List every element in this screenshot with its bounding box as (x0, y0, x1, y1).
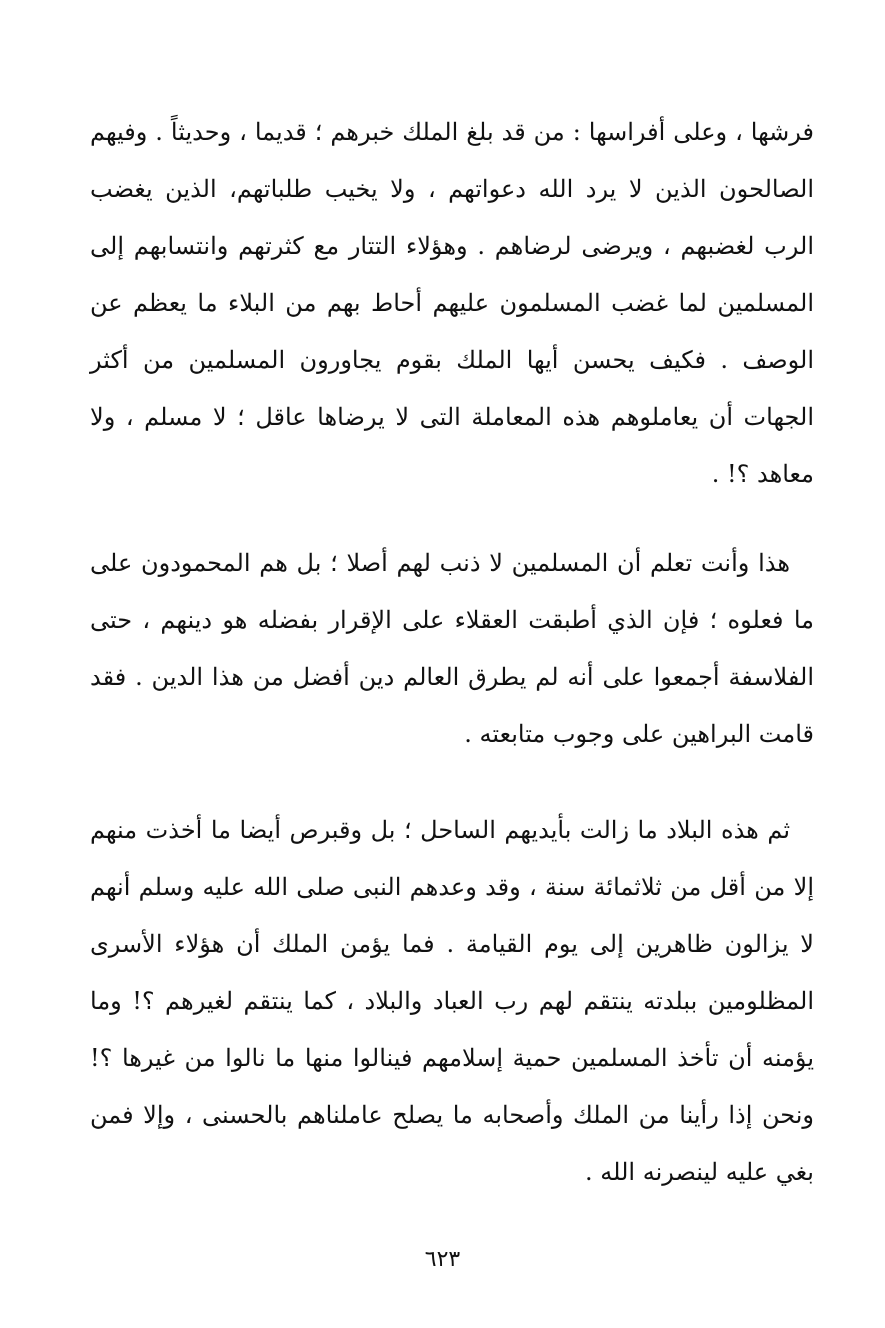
page-number: ٦٢٣ (424, 1247, 461, 1272)
paragraph-1-text: فرشها ، وعلى أفراسها : من قد بلغ الملك خبرهم ؛ قديما ، وحديثاً . وفيهم الصالحون الذين لا يرد الله دعواتهم ، ولا يخيب طلباتهم، الذين يغضب الرب لغضبهم ، ويرضى لرضاهم . وهؤلاء التتار مع كثرتهم وانتسابهم إلى المسلمين لما غضب المسلمون عليهم أحاط بهم من البلاء ما يعظم عن الوصف . فكيف يحسن أيها الملك بقوم يجاورون المسلمين من أكثر الجهات أن يعاملوهم هذه المعاملة التى لا يرضاها عاقل ؛ لا مسلم ، ولا معاهد ؟! . (90, 118, 815, 488)
paragraph-2 (90, 535, 814, 763)
paragraph-2-text: هذا وأنت تعلم أن المسلمين لا ذنب لهم أصلا ؛ بل هم المحمودون على ما فعلوه ؛ فإن الذي أطبقت العقلاء على الإقرار بفضله هو دينهم ، حتى الفلاسفة أجمعوا على أنه لم يطرق العالم دين أفضل من هذا الدين . فقد قامت البراهين على وجوب متابعته . (90, 549, 815, 748)
paragraph-3 (90, 802, 814, 1201)
paragraph-1 (90, 104, 814, 503)
paragraph-3-text: ثم هذه البلاد ما زالت بأيديهم الساحل ؛ بل وقبرص أيضا ما أخذت منهم إلا من أقل من ثلاثمائة سنة ، وقد وعدهم النبى صلى الله عليه وسلم أنهم لا يزالون ظاهرين إلى يوم القيامة . فما يؤمن الملك أن هؤلاء الأسرى المظلومين ببلدته ينتقم لهم رب العباد والبلاد ، كما ينتقم لغيرهم ؟! وما يؤمنه أن تأخذ المسلمين حمية إسلامهم فينالوا منها ما نالوا من غيرها ؟! ونحن إذا رأينا من الملك وأصحابه ما يصلح عاملناهم بالحسنى ، وإلا فمن بغي عليه لينصرنه الله . (90, 816, 814, 1186)
